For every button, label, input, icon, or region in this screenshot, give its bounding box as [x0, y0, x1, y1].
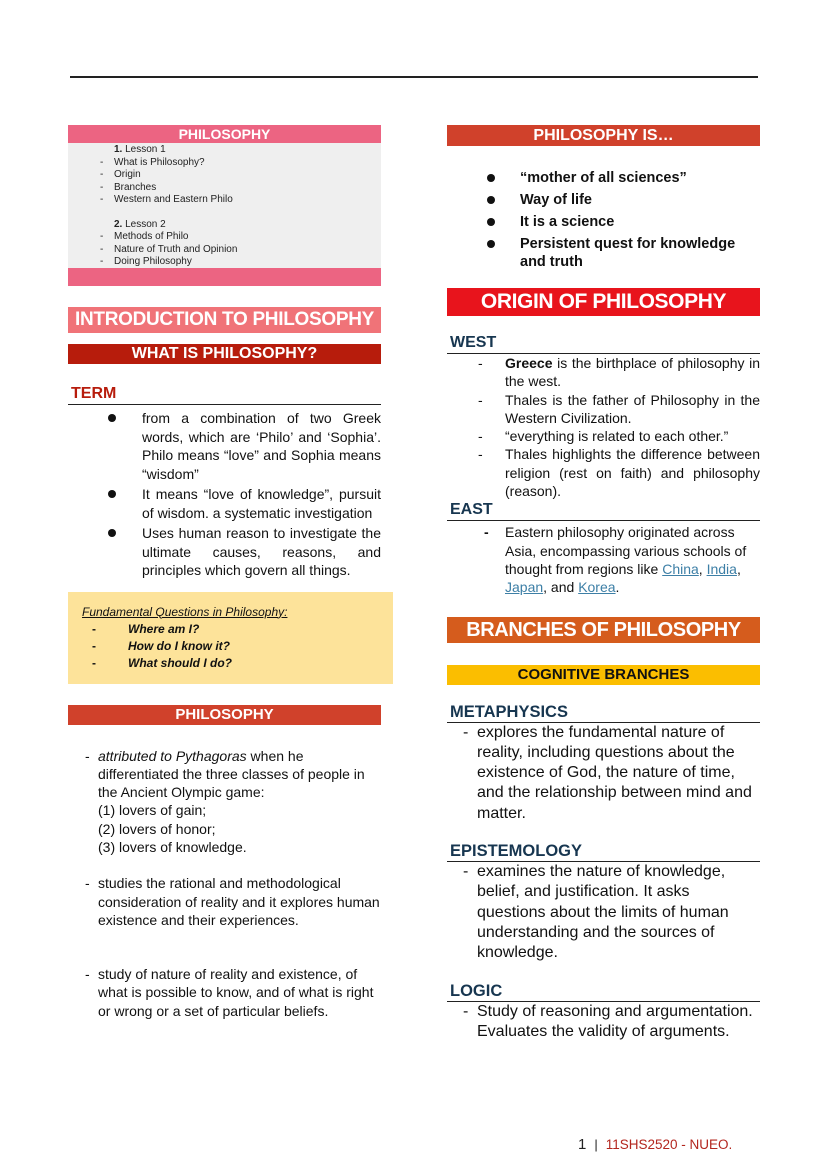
list-item-text: It means “love of knowledge”, pursuit of wisdom. a systematic investigation — [142, 486, 381, 521]
list-item — [447, 235, 760, 271]
fundamental-questions-title: Fundamental Questions in Philosophy: — [82, 604, 288, 619]
logic-list — [447, 1002, 760, 1043]
toc-item: - Nature of Truth and Opinion — [100, 244, 381, 257]
lesson-label: Lesson 1 — [125, 144, 166, 155]
bullet-icon — [487, 174, 495, 182]
toc-lesson-1 — [100, 144, 381, 157]
table-of-contents — [68, 143, 381, 268]
list-item — [447, 1002, 760, 1043]
list-item-text: It is a science — [520, 214, 615, 230]
intro-banner: INTRODUCTION TO PHILOSOPHY — [68, 307, 381, 333]
list-item-text: Persistent quest for knowledge and truth — [520, 236, 736, 270]
separator: , and — [543, 579, 579, 596]
epistemology-heading: EPISTEMOLOGY — [447, 841, 760, 862]
metaphysics-list — [447, 723, 760, 824]
toc-item: - Branches — [100, 182, 381, 195]
lesson-label: Lesson 2 — [125, 218, 166, 230]
cognitive-branches-banner: COGNITIVE BRANCHES — [447, 665, 760, 685]
list-item-text: Thales is the father of Philosophy in the Western Civilization. — [505, 391, 760, 426]
east-list — [447, 523, 760, 596]
list-item — [447, 427, 760, 445]
dash-marker: - — [484, 524, 489, 541]
list-item-text: explores the fundamental nature of reality, including questions about the existence of God, the nature of time, and the relationship between mind and matter. — [477, 723, 752, 822]
class-item: (2) lovers of honor; — [98, 820, 216, 837]
toc-title: PHILOSOPHY — [68, 125, 381, 143]
bold-text: Greece — [505, 355, 553, 371]
right-column — [447, 125, 760, 1042]
bullet-icon — [487, 196, 495, 204]
west-list — [447, 354, 760, 500]
origin-banner: ORIGIN OF PHILOSOPHY — [447, 288, 760, 316]
toc-item: - Western and Eastern Philo — [100, 194, 381, 207]
list-item — [68, 965, 381, 1020]
list-item — [447, 445, 760, 500]
list-item-text: Eastern philosophy originated across Asia, encompassing various schools of thought from regions like — [505, 524, 747, 577]
bullet-icon — [487, 240, 495, 248]
list-item-text: Thales highlights the difference between religion (rest on faith) and philosophy (reason). — [505, 446, 760, 500]
dash-marker: - — [478, 391, 483, 408]
lesson-number: 2. — [114, 218, 123, 230]
bullet-icon — [108, 529, 116, 537]
dash-marker: - — [85, 875, 90, 892]
logic-heading: LOGIC — [447, 981, 760, 1002]
link-india[interactable]: India — [706, 560, 737, 577]
list-item-text: studies the rational and methodological consideration of reality and it explores human existence and their experiences. — [98, 875, 380, 928]
philosophy-banner: PHILOSOPHY — [68, 705, 381, 725]
toc-item: - Origin — [100, 169, 381, 182]
toc-item: - What is Philosophy? — [100, 157, 381, 170]
what-is-philosophy-banner: WHAT IS PHILOSOPHY? — [68, 344, 381, 364]
class-item: (3) lovers of knowledge. — [98, 838, 247, 855]
west-heading: WEST — [447, 333, 760, 354]
link-japan[interactable]: Japan — [505, 579, 544, 596]
separator: , — [736, 560, 741, 577]
term-heading: TERM — [68, 384, 381, 405]
question-text: What should I do? — [128, 655, 232, 670]
toc-item: - Doing Philosophy — [100, 256, 381, 269]
list-item — [68, 524, 381, 580]
philosophy-is-banner: PHILOSOPHY IS… — [447, 125, 760, 146]
list-item-text: when he differentiated the three classes of people in the Ancient Olympic game: — [98, 747, 365, 801]
list-item — [447, 213, 760, 231]
header-rule — [70, 76, 758, 78]
separator: , — [698, 560, 707, 577]
list-item — [447, 862, 760, 963]
list-item — [447, 391, 760, 428]
list-item — [68, 747, 381, 857]
metaphysics-heading: METAPHYSICS — [447, 702, 760, 723]
list-item — [447, 523, 760, 596]
dash-marker: - — [85, 747, 90, 764]
epistemology-list — [447, 862, 760, 963]
dash-marker: - — [463, 863, 469, 881]
bullet-icon — [108, 490, 116, 498]
list-item-text: Study of reasoning and argumentation. Evaluates the validity of arguments. — [477, 1002, 753, 1040]
toc-lesson-2 — [100, 219, 381, 232]
list-item-text: study of nature of reality and existence, of what is possible to know, and of what is right or wrong or a set of particular beliefs. — [98, 966, 374, 1019]
left-column — [68, 125, 381, 1020]
list-item-text: Uses human reason to investigate the ultimate causes, reasons, and principles which govern all things. — [142, 525, 381, 578]
page-number: 1 — [578, 1136, 587, 1153]
list-item — [68, 874, 381, 929]
bullet-icon — [487, 218, 495, 226]
dash-marker: - — [478, 446, 483, 463]
bullet-icon — [108, 414, 116, 422]
list-item — [447, 354, 760, 391]
term-list — [68, 409, 381, 580]
italic-text: attributed to Pythagoras — [98, 747, 247, 764]
branches-banner: BRANCHES OF PHILOSOPHY — [447, 617, 760, 643]
question-item — [82, 655, 393, 672]
dash-marker: - — [478, 355, 483, 371]
list-item-text: examines the nature of knowledge, belief, and justification. It asks questions about the limits of human understanding and the sources of knowledge. — [477, 863, 729, 962]
link-china[interactable]: China — [662, 560, 699, 577]
fundamental-questions-box — [68, 592, 393, 684]
dash-marker: - — [92, 621, 96, 636]
list-item-text: is the birthplace of philosophy in the west. — [505, 355, 760, 390]
question-item — [82, 638, 393, 655]
list-item — [68, 409, 381, 483]
list-item-text: Way of life — [520, 192, 592, 208]
list-item-text: from a combination of two Greek words, which are ‘Philo’ and ‘Sophia’. Philo means “love” and Sophia means “wisdom” — [142, 410, 381, 482]
list-item — [447, 169, 760, 187]
question-text: How do I know it? — [128, 638, 230, 653]
dash-marker: - — [92, 638, 96, 653]
list-item — [447, 191, 760, 209]
document-code: 11SHS2520 - NUEO. — [605, 1137, 733, 1152]
philosophy-points — [68, 747, 381, 1021]
link-korea[interactable]: Korea — [578, 579, 616, 596]
dash-marker: - — [85, 966, 90, 983]
toc-item: - Methods of Philo — [100, 231, 381, 244]
dash-marker: - — [463, 1002, 469, 1020]
question-text: Where am I? — [128, 621, 200, 636]
page-footer — [578, 1136, 732, 1153]
east-heading: EAST — [447, 500, 760, 521]
list-item — [447, 723, 760, 824]
list-item-text: “everything is related to each other.” — [505, 428, 729, 445]
lesson-number: 1. — [114, 144, 123, 155]
separator: . — [615, 579, 620, 596]
dash-marker: - — [92, 655, 96, 670]
question-item — [82, 621, 393, 638]
dash-marker: - — [463, 723, 469, 741]
list-item-text: “mother of all sciences” — [520, 170, 687, 186]
dash-marker: - — [478, 428, 483, 445]
philosophy-is-list — [447, 169, 760, 271]
footer-separator: | — [594, 1137, 598, 1152]
class-item: (1) lovers of gain; — [98, 802, 207, 819]
toc-footer-bar — [68, 268, 381, 286]
list-item — [68, 485, 381, 522]
